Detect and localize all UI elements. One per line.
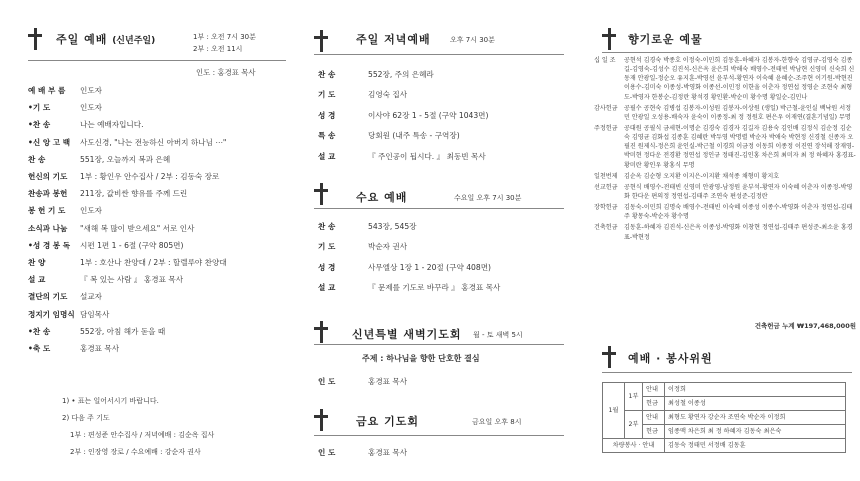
- order-item: [28, 224, 194, 233]
- order-item: [318, 111, 488, 120]
- building-fund-total: 건축헌금 누계 ₩197,468,000원: [754, 322, 856, 330]
- order-value: 사무엘상 1장 1 - 20절 (구약 408면): [368, 262, 491, 272]
- order-item: [318, 263, 491, 272]
- order-label: •축 도: [28, 344, 51, 353]
- order-value: 나는 예배자입니다.: [80, 120, 144, 130]
- wednesday-time: 수요일 오후 7시 30분: [454, 194, 522, 202]
- note-line: 2) 다음 주 기도: [62, 414, 110, 422]
- order-value: 홍경표 목사: [368, 448, 408, 457]
- offering-title: 향기로운 예물: [628, 33, 703, 46]
- order-value: 211장, 값비싼 향유를 주께 드린: [80, 189, 188, 199]
- order-label: 결단의 기도: [28, 292, 68, 302]
- divider: [314, 208, 564, 209]
- part-cell: 2부: [625, 411, 643, 439]
- divider: [28, 60, 286, 61]
- offering-names: 공현식 배영수-전태빈 신영미 안광영-남정원 윤부석-황연자 이숙혜 이춘자 이종정-박영화 한다운 편의정 정연섭-김태주 조연숙 편성준-김정란: [624, 183, 853, 200]
- order-label: 설 교: [318, 151, 336, 161]
- dawn-theme: 주제 : 하나님을 향한 단호한 결심: [362, 354, 480, 363]
- role-cell: 헌금: [643, 425, 665, 439]
- order-item: [318, 90, 407, 99]
- offering-label: 감사헌금: [594, 104, 618, 112]
- month-cell: 1월: [603, 383, 625, 439]
- offering-label: 건축헌금: [594, 224, 618, 232]
- order-value: 『 복 있는 사람 』 홍경표 목사: [80, 275, 184, 285]
- friday-title: 금요 기도회: [356, 415, 419, 428]
- order-value: 박순자 권사: [368, 242, 408, 252]
- offering-names: 김동훈-하혜자 김진석-신은옥 이종성-박영화 이창현 정연섭-김태주 편성준-최소윤 홍경표-박현정: [624, 224, 853, 241]
- order-value: 담임목사: [80, 309, 110, 319]
- offering-row: [594, 223, 856, 241]
- order-value: 설교자: [80, 292, 103, 302]
- table-row: [603, 411, 846, 425]
- offering-list: [594, 56, 856, 244]
- role-cell: 안내: [643, 411, 665, 425]
- offering-label: 일천번제: [594, 172, 618, 180]
- order-value: 홍경표 목사: [368, 377, 408, 386]
- order-item: [28, 206, 102, 215]
- order-label: 찬 송: [318, 70, 336, 79]
- order-value: "새해 복 많이 받으세요" 서로 인사: [80, 223, 195, 233]
- table-row: [603, 439, 846, 453]
- order-label: 찬 송: [318, 222, 336, 231]
- evening-time: 오후 7시 30분: [450, 36, 495, 44]
- cross-icon: [314, 321, 328, 343]
- offering-names: 공대원 공필식 금세현-이명순 김경숙 김경자 김길자 김용숙 김인배 김정식 김순정 김순숙 김영균 김화섭 김종훈 김혜란 박두영 박명렬 박순자 박애숙 박현정 신경철 신종자 오필진 원제식-정은희 윤인실-박근철 이경희 이금정 이동희 이종정 이진연 장석해 장재영-박미현 정다운 전경환 정연섭 정인규 정태진-김인홍 차은희 최미자 최 정 하혜자 홍경표-황미란 황인우 황홍식 무명: [624, 124, 856, 169]
- order-label: 찬 양: [28, 258, 46, 267]
- offering-row: [594, 172, 856, 181]
- sunday-worship-column: [0, 0, 290, 481]
- offering-label: 십 일 조: [594, 57, 616, 64]
- order-label: 성 경: [318, 262, 336, 272]
- offering-label: 선교헌금: [594, 183, 618, 191]
- order-label: •성 경 봉 독: [28, 240, 71, 250]
- cross-icon: [314, 30, 328, 52]
- order-label: 헌신의 기도: [28, 172, 68, 181]
- order-item: [28, 344, 119, 353]
- offering-names: 공필수 공현숙 김병섭 김봉자-이성원 김봉자-이상원 (생일) 박근철-윤인실 백낙원 서정민 안광일 오성용-배숙자 윤숙이 이종정-최 정 정원호 편은우 이재연(결혼기념일) 무명: [624, 104, 851, 121]
- order-value: 이사야 62장 1 - 5절 (구약 1043면): [368, 110, 489, 120]
- order-value: 552장, 아침 해가 돋을 때: [80, 326, 166, 336]
- note-line: 2부 : 인장영 장로 / 수요예배 : 강순자 권사: [70, 448, 201, 456]
- note-line: 1) • 표는 일어서시기 바랍니다.: [62, 397, 159, 405]
- order-label: •찬 송: [28, 326, 51, 336]
- part-cell: 1부: [625, 383, 643, 411]
- order-item: [28, 241, 184, 250]
- order-value: 『 문제를 기도로 바꾸라 』 홍경표 목사: [368, 283, 501, 293]
- evening-services-column: [300, 0, 568, 481]
- names-cell: 최형도 황연자 강순자 조연숙 박순자 이정희: [665, 411, 846, 425]
- offering-column: [588, 0, 860, 481]
- order-item: [28, 120, 144, 129]
- order-label: 기 도: [318, 242, 336, 252]
- order-value: 551장, 오늘까지 복과 은혜: [80, 154, 171, 164]
- divider: [314, 344, 564, 345]
- dawn-time: 월 - 토 새벽 5시: [473, 331, 523, 339]
- role-cell: 헌금: [643, 397, 665, 411]
- order-value: 1부 : 호산나 찬양대 / 2부 : 할렐루야 찬양대: [80, 258, 227, 267]
- friday-time: 금요일 오후 8시: [472, 418, 522, 426]
- order-label: 성 경: [318, 110, 336, 120]
- order-item: [28, 258, 227, 267]
- offering-row: [594, 104, 856, 122]
- service-table: [602, 382, 846, 453]
- order-item: [28, 155, 170, 164]
- footer-label-cell: 차량봉사 · 안내: [603, 439, 665, 453]
- cross-icon: [602, 346, 616, 368]
- order-item: [318, 448, 407, 457]
- order-item: [318, 242, 407, 251]
- order-label: •기 도: [28, 103, 51, 113]
- order-item: [28, 103, 102, 112]
- order-item: [318, 131, 460, 140]
- order-value: 김영숙 집사: [368, 90, 408, 100]
- sunday-time-1: 1부 : 오전 7시 30분: [193, 33, 256, 41]
- dawn-title: 신년특별 새벽기도회: [352, 328, 462, 341]
- order-value: 시편 1편 1 - 6절 (구약 805면): [80, 240, 184, 250]
- cross-icon: [602, 28, 616, 50]
- offering-row: [594, 183, 856, 201]
- order-item: [28, 86, 102, 95]
- order-label: •찬 송: [28, 120, 51, 130]
- order-item: [318, 377, 407, 386]
- order-value: 사도신경, "나는 전능하신 아버지 하나님 ⋯": [80, 137, 227, 147]
- order-label: 인 도: [318, 448, 336, 457]
- order-label: •신 앙 고 백: [28, 137, 71, 147]
- order-value: 홍경표 목사: [80, 344, 120, 353]
- order-label: 정지기 임명식: [28, 309, 75, 319]
- divider: [314, 54, 564, 55]
- order-label: 봉 헌 기 도: [28, 206, 66, 216]
- offering-row: [594, 124, 856, 170]
- offering-names: 김동숙-이민희 김명숙 배영수-전태빈 이숙혜 이종성 이종수-박영화 이춘자 정연섭-김태주 황몽숙-박순자 황수명: [624, 204, 853, 221]
- wednesday-title: 수요 예배: [356, 191, 408, 204]
- order-item: [318, 283, 500, 292]
- order-value: 인도자: [80, 206, 103, 216]
- order-item: [28, 189, 187, 198]
- order-value: 1부 : 황인우 안수집사 / 2부 : 김동숙 장로: [80, 172, 220, 181]
- sunday-leader: 인도 : 홍경표 목사: [196, 68, 256, 77]
- order-label: 예 배 부 름: [28, 86, 66, 95]
- order-label: 찬 송: [28, 154, 46, 164]
- offering-row: [594, 56, 856, 102]
- offering-label: 장학헌금: [594, 204, 618, 212]
- offering-label: 주정헌금: [594, 124, 618, 132]
- offering-names: 공현석 김경숙 박종호 이정숙-이민희 김동훈-하혜자 김봉자-한향숙 김영규-김영숙 김종길-김영숙-김성수 김진석-신은옥 윤은희 박해숙 배영수-전태빈 박남현 신영미 신숙희 신동재 안광일-정순오 유지훈-박영선 윤부석-황연자 이숙혜 윤혜순-조주현 이기원-박현진 이용수-김미숙 이종성-박영화 이종선-이민정 이한울 이춘자 정연섭 정영순 조현숙 최형도-박영자 한봉순-김정란 황석경 황인환-박순미 황수명 황일순-김민나: [624, 57, 855, 101]
- table-row: [603, 383, 846, 397]
- cross-icon: [28, 28, 42, 50]
- names-cell: 최성철 이종성: [665, 397, 846, 411]
- role-cell: 안내: [643, 383, 665, 397]
- order-label: 소식과 나눔: [28, 223, 68, 233]
- sunday-title: 주일 예배 (신년주일): [56, 33, 156, 46]
- evening-title: 주일 저녁예배: [356, 33, 431, 46]
- order-item: [28, 310, 109, 319]
- order-value: 『 주인공이 됩시다. 』 최동빈 목사: [368, 151, 486, 161]
- order-item: [28, 275, 183, 284]
- order-label: 찬송과 봉헌: [28, 189, 68, 199]
- order-item: [318, 152, 486, 161]
- order-item: [28, 138, 226, 147]
- order-item: [28, 172, 219, 181]
- order-label: 특 송: [318, 131, 336, 141]
- sunday-time-2: 2부 : 오전 11시: [193, 45, 243, 53]
- order-label: 기 도: [318, 90, 336, 100]
- order-label: 인 도: [318, 377, 336, 386]
- cross-icon: [314, 183, 328, 205]
- order-value: 543장, 545장: [368, 222, 417, 231]
- names-cell: 임종맥 차은희 최 정 하혜자 김동숙 최은숙: [665, 425, 846, 439]
- cross-icon: [314, 409, 328, 431]
- divider: [314, 435, 564, 436]
- order-item: [28, 292, 102, 301]
- names-cell: 이정희: [665, 383, 846, 397]
- order-value: 인도자: [80, 86, 103, 95]
- order-item: [318, 70, 434, 79]
- order-item: [318, 222, 417, 231]
- order-value: 당회원 (내주 특송 - 구역장): [368, 131, 460, 141]
- order-value: 인도자: [80, 103, 103, 113]
- note-line: 1부 : 편성준 안수집사 / 저녁예배 : 김순옥 집사: [70, 431, 215, 439]
- order-value: 552장, 주의 은혜라: [368, 70, 434, 79]
- order-label: 설 교: [318, 283, 336, 293]
- divider: [602, 52, 852, 53]
- divider: [602, 372, 852, 373]
- order-item: [28, 327, 165, 336]
- order-label: 설 교: [28, 275, 46, 285]
- service-title: 예배 · 봉사위원: [628, 352, 713, 365]
- footer-names-cell: 김동숙 정태민 서정배 김동훈: [665, 439, 846, 453]
- offering-names: 김순옥 김순형 오지환 이지은-이지환 채석종 채형미 황지호: [624, 172, 780, 180]
- offering-row: [594, 203, 856, 221]
